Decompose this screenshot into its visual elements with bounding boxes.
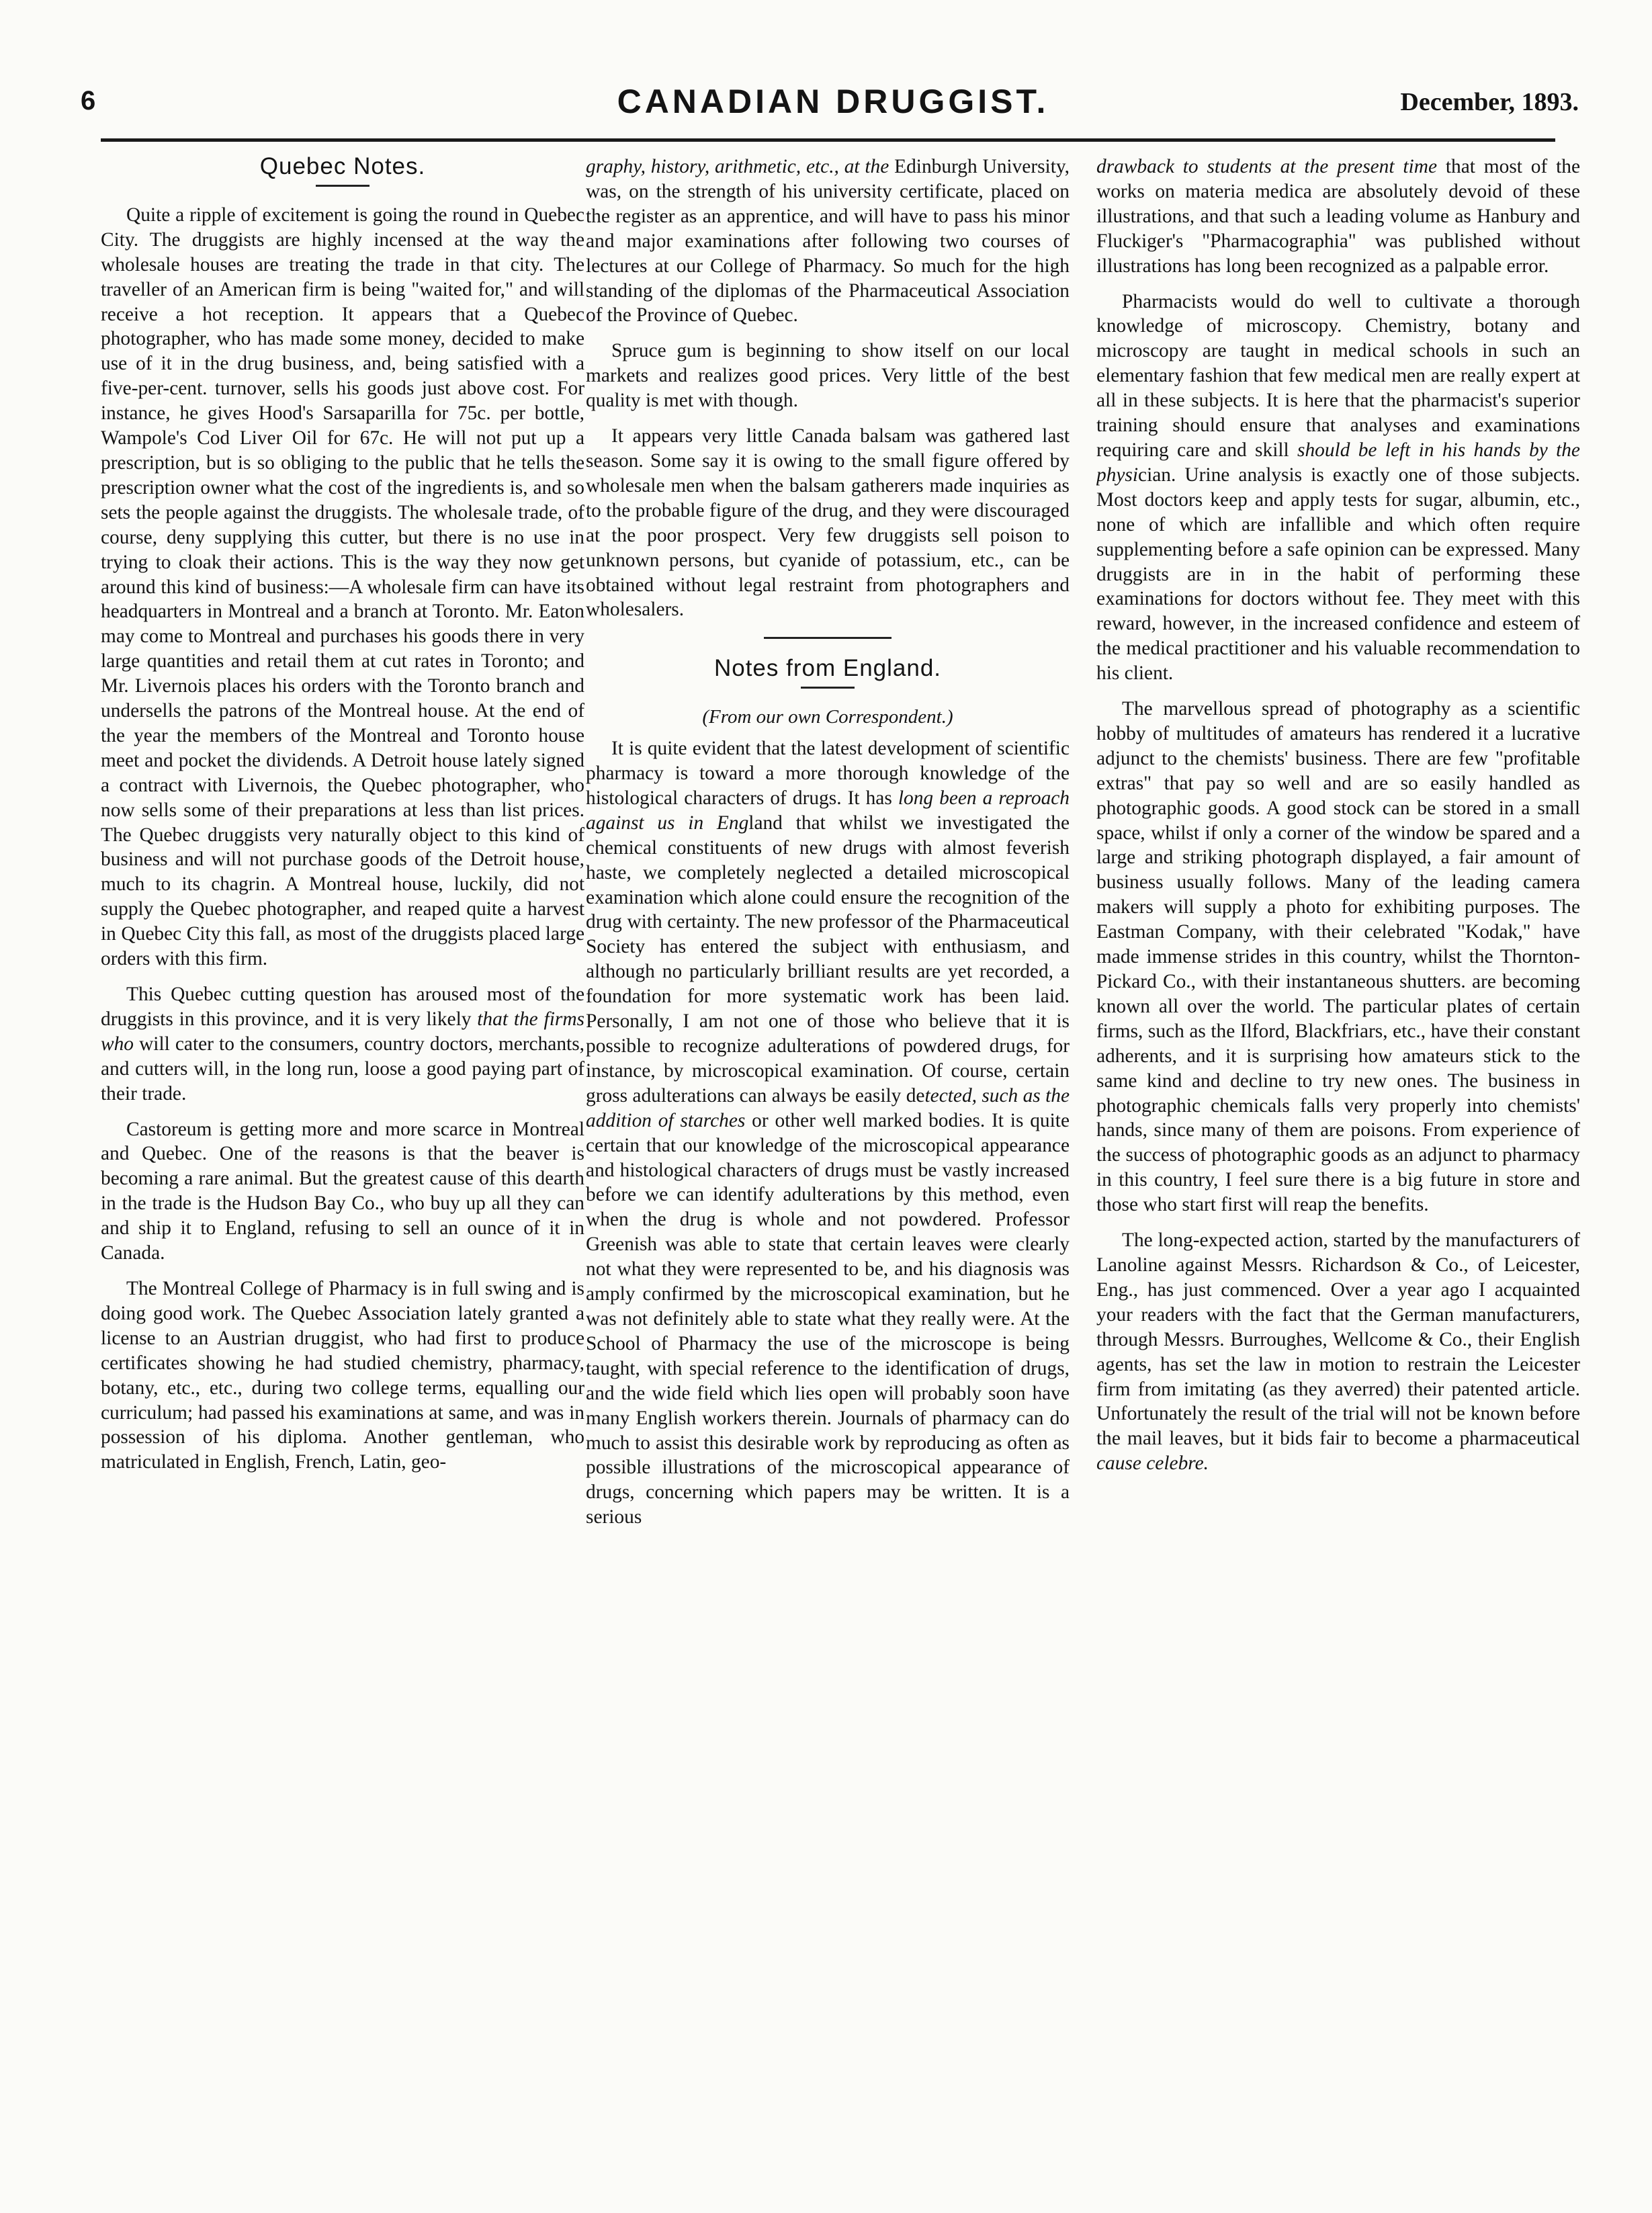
paragraph	[1096, 1228, 1580, 1476]
text-run: It is quite evident that the latest development of scientific pharmacy is toward a more thorough knowledge of the histological characters of drugs. It has	[586, 738, 1070, 809]
paragraph: The Montreal College of Pharmacy is in full swing and is doing good work. The Quebec Association lately granted a license to an Austrian druggist, who had first to produce certificates showing he had studied chemistry, pharmacy, botany, etc., etc., during two college terms, equalling our curriculum; had passed his examinations at same, and was in possession of his diploma. Another gentleman, who matriculated in English, French, Latin, geo-	[101, 1277, 584, 1473]
column-1	[101, 155, 584, 2183]
italic-text: that the firms who	[101, 1008, 584, 1055]
paragraph: It appears very little Canada balsam was gathered last season. Some say it is owing to the small figure offered by wholesale men when the balsam gatherers made inquiries as to the probable figure of the drug, and they were discouraged at the poor prospect. Very few druggists sell poison to unknown persons, but cyanide of potassium, etc., can be obtained without legal restraint from photographers and wholesalers.	[586, 425, 1070, 621]
paragraph	[586, 736, 1070, 1530]
italic-text: cause celebre.	[1096, 1452, 1209, 1475]
heading-divider	[316, 185, 369, 187]
text-run: This Quebec cutting question has aroused most of the druggists in this province, and it is very likely	[101, 984, 584, 1030]
paragraph: Spruce gum is beginning to show itself on our local markets and realizes good prices. Very little of the best quality is met with though.	[586, 340, 1070, 412]
section-heading-quebec-notes: Quebec Notes.	[259, 155, 426, 179]
text-run: The long-expected action, started by the manufacturers of Lanoline against Messrs. Richardson & Co., of Leicester, Eng., has just commenced. Over a year ago I acquainted your readers with the fact that the German manufacturers, through Messrs. Burroughes, Wellcome & Co., their English agents, has set the law in motion to restrain the Leicester firm from imitating (as they averred) their patented article. Unfortunately the result of the trial will not be known before the mail leaves, but it bids fair to become a pharmaceutical	[1096, 1229, 1580, 1450]
paragraph	[1096, 290, 1580, 687]
byline: (From our own Correspondent.)	[702, 706, 953, 728]
italic-text: should be left in his hands by the physi	[1096, 439, 1580, 486]
paragraph	[586, 155, 1070, 328]
text-run: land that whilst we investigated the chemical constituents of new drugs with almost feverish haste, we completely neglected a detailed microscopical examination which alone could ensure the recognition of the drug with certainty. The new professor of the Pharmaceutical Society has entered the subject with enthusiasm, and although no particularly brilliant results are yet recorded, a foundation for more systematic work has been laid. Personally, I am not one of those who believe that it is possible to recognize adulterations of powdered drugs, for instance, by microscopical examination. Of course, certain gross adulterations can always be easily de	[586, 812, 1070, 1106]
column-2	[586, 155, 1070, 2183]
header-rule	[101, 138, 1555, 142]
issue-date: December, 1893.	[1400, 88, 1579, 116]
column-3	[1096, 155, 1580, 2183]
section-heading-notes-from-england: Notes from England.	[713, 655, 942, 682]
text-run: will cater to the consumers, country doctors, merchants, and cutters will, in the long run, loose a good paying part of their trade.	[101, 1033, 584, 1104]
paragraph: Castoreum is getting more and more scarce in Montreal and Quebec. One of the reasons is that the beaver is becoming a rare animal. But the greatest cause of this dearth in the trade is the Hudson Bay Co., who buy up all they can and ship it to England, refusing to sell an ounce of it in Canada.	[101, 1118, 584, 1264]
italic-text: tected, such as the addition of starches	[586, 1084, 1070, 1131]
text-run: or other well marked bodies. It is quite certain that our knowledge of the microscopical appearance and histological characters of drugs must be vastly increased before we can identify adulterations by this method, even when the drug is whole and not powdered. Professor Greenish was able to state that certain leaves were clearly not what they were represented to be, and his diagnosis was amply confirmed by the microscopical examination, but he was not definitely able to state what they really were. At the School of Pharmacy the use of the microscope is being taught, with special reference to the identification of drugs, and the wide field which lies open will probably soon have many English workers therein. Journals of pharmacy can do much to assist this desirable work by reproducing as often as possible illustrations of the microscopical appearance of drugs, concerning which papers may be written. It is a serious	[586, 1109, 1070, 1528]
paragraph	[1096, 155, 1580, 279]
text-run: cian. Urine analysis is exactly one of those subjects. Most doctors keep and apply tests for sugar, albumin, etc., none of which are infallible and which often require supplementing before a safe opinion can be expressed. Many druggists are in in the habit of performing these examinations for doctors without fee. They meet with this reward, however, in the increased confidence and esteem of the medical practitioner and his valuable recommendation to his client.	[1096, 464, 1580, 685]
text-run: that most of the works on materia medica are absolutely devoid of these illustrations, and that such a leading volume as Hanbury and Fluckiger's "Pharmacographia" was published without illustrations has long been recognized as a palpable error.	[1096, 156, 1580, 277]
italic-text: long been a reproach against us in Eng	[586, 787, 1070, 834]
text-run: Pharmacists would do well to cultivate a thorough knowledge of microscopy. Chemistry, botany and microscopy are taught in medical schools in such an elementary fashion that few medical men are really expert at all in these subjects. It is here that the pharmacist's superior training should ensure that analyses and examinations requiring care and skill	[1096, 290, 1580, 461]
page-header	[81, 79, 1585, 133]
section-separator	[764, 637, 892, 639]
italic-text: drawback to students at the present time	[1096, 156, 1437, 177]
page-number: 6	[81, 86, 96, 116]
text-run: Edinburgh University, was, on the strength of his university certificate, placed on the register as an apprentice, and will have to pass his minor and major examinations after following two courses of lectures at our College of Pharmacy. So much for the high standing of the diplomas of the Pharmaceutical Association of the Province of Quebec.	[586, 156, 1070, 327]
paragraph	[101, 982, 584, 1106]
paragraph: The marvellous spread of photography as a scientific hobby of multitudes of amateurs has rendered it a lucrative adjunct to the chemists' business. There are few "profitable extras" that pay so well and are so easily handled as photographic goods. A good stock can be stored in a small space, whilst if only a corner of the window be spared and a large and striking photograph displayed, a fair amount of business usually follows. Many of the leading camera makers will supply a photo for exhibiting purposes. The Eastman Company, with their celebrated "Kodak," have made immense strides in this country, whilst the Thornton-Pickard Co., with their instantaneous shutters. are becoming known all over the world. The particular plates of certain firms, such as the Ilford, Blackfriars, etc., have their constant adherents, and it is surprising how amateurs stick to the same kind and decline to try new ones. The business in photographic chemicals falls very properly into chemists' hands, since many of them are poisons. From experience of the success of photographic goods as an adjunct to pharmacy in this country, I feel sure there is a big future in store and those who start first will reap the benefits.	[1096, 698, 1580, 1216]
heading-divider	[801, 687, 855, 689]
paragraph: Quite a ripple of excitement is going the round in Quebec City. The druggists are highly incensed at the way the wholesale houses are treating the trade in that city. The traveller of an American firm is being "waited for," and will receive a hot reception. It appears that a Quebec photographer, who has made some money, decided to make use of it in the drug business, and, being satisfied with a five-per-cent. turnover, sells his goods just above cost. For instance, he gives Hood's Sarsaparilla for 75c. per bottle, Wampole's Cod Liver Oil for 67c. He will not put up a prescription, but is so obliging to the public that he tells the prescription owner what the cost of the ingredients is, and so sets the people against the druggists. The wholesale trade, of course, deny supplying this cutter, but there is no use in trying to cloak their actions. This is the way they now get around this kind of business:—A wholesale firm can have its headquarters in Montreal and a branch at Toronto. Mr. Eaton may come to Montreal and purchases his goods there in very large quantities and retail them at cut rates in Toronto; and Mr. Livernois places his orders with the Toronto branch and undersells the patrons of the Montreal house. At the end of the year the members of the Montreal and Toronto house meet and pocket the dividends. A Detroit house lately signed a contract with Livernois, the Quebec photographer, who now sells some of their preparations at less than list prices. The Quebec druggists very naturally object to this kind of business and will not purchase goods of the Detroit house, much to its chagrin. A Montreal house, luckily, did not supply the Quebec photographer, and reaped quite a harvest in Quebec City this fall, as most of the druggists placed large orders with this firm.	[101, 204, 584, 970]
italic-text: graphy, history, arithmetic, etc., at the	[586, 156, 889, 177]
masthead-title: CANADIAN DRUGGIST.	[617, 83, 1049, 120]
